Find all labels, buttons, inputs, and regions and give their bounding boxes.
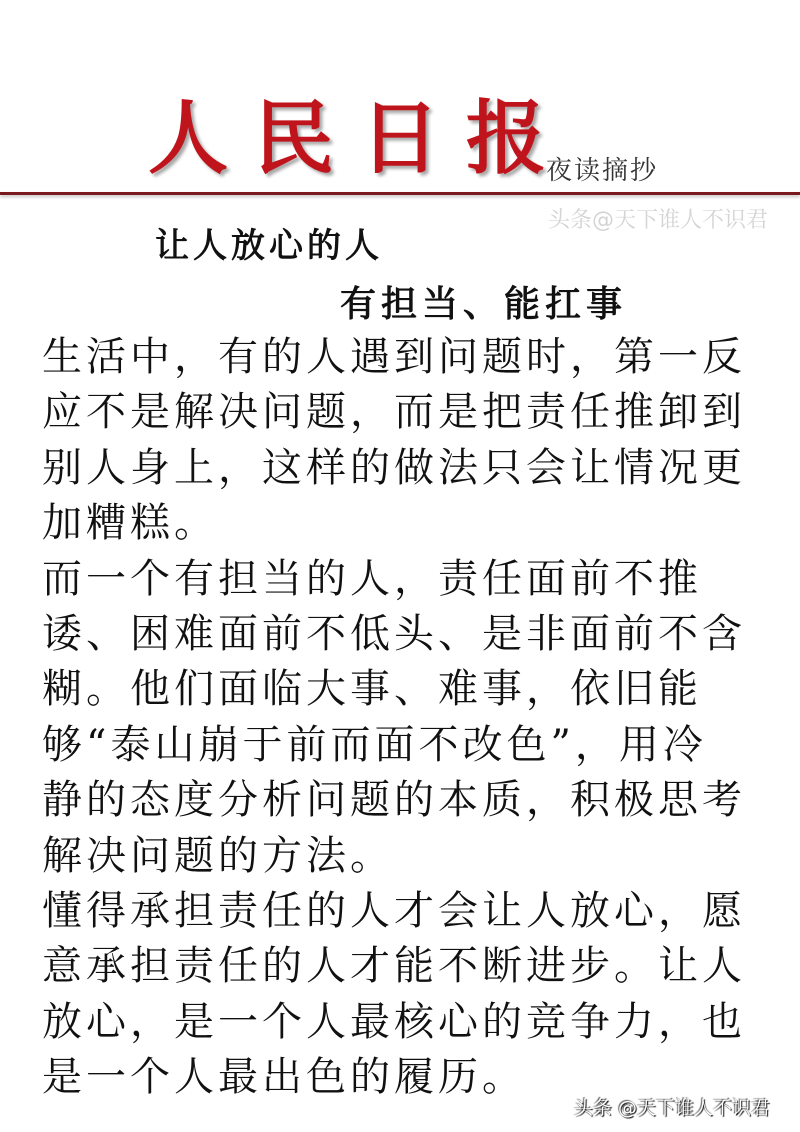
body-line: 是一个人最出色的履历。 xyxy=(42,1054,526,1101)
body-line: 放心，是一个人最核心的竞争力，也 xyxy=(42,998,746,1045)
body-line: 意承担责任的人才能不断进步。让人 xyxy=(42,943,746,990)
body-line: 生活中，有的人遇到问题时，第一反 xyxy=(42,334,746,380)
section-label: 夜读摘抄 xyxy=(546,156,659,186)
watermark-top: 头条@天下谁人不识君 xyxy=(548,208,769,233)
body-line: 够“泰山崩于前而面不改色”，用冷 xyxy=(42,721,707,768)
body-line: 诿、困难面前不低头、是非面前不含 xyxy=(42,611,746,658)
body-line: 应不是解决问题，而是把责任推卸到 xyxy=(42,389,746,436)
body-line: 而一个有担当的人，责任面前不推 xyxy=(42,555,702,602)
watermark-bottom: 头条 @天下谁人不识君 xyxy=(574,1097,771,1119)
body-line: 懂得承担责任的人才会让人放心，愿 xyxy=(42,888,746,935)
article-subtitle: 有担当、能扛事 xyxy=(340,283,628,325)
body-line: 别人身上，这样的做法只会让情况更 xyxy=(42,444,746,491)
body-line: 加糟糕。 xyxy=(42,500,218,547)
body-line: 解决问题的方法。 xyxy=(42,832,394,879)
body-line: 糊。他们面临大事、难事，依旧能 xyxy=(42,666,702,713)
masthead-logo: 人民日报 xyxy=(148,91,572,185)
article-body xyxy=(42,330,746,1106)
header-divider xyxy=(0,192,800,195)
article-title: 让人放心的人 xyxy=(155,226,383,266)
body-line: 静的态度分析问题的本质，积极思考 xyxy=(42,777,746,824)
